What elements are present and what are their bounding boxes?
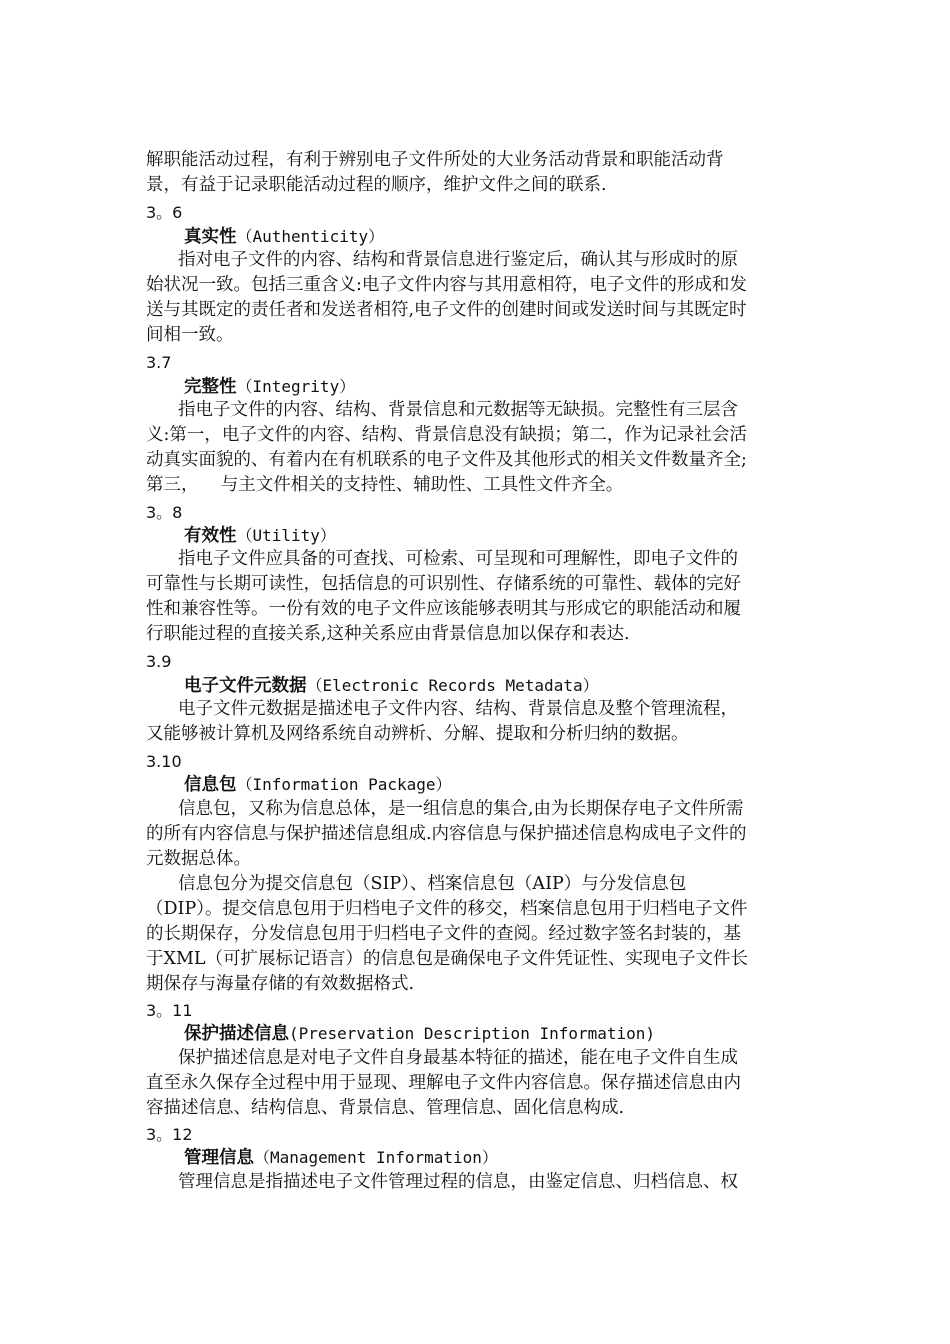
section-term	[184, 673, 856, 698]
body-line: 指电子文件的内容、结构、背景信息和元数据等无缺损。完整性有三层含	[178, 400, 738, 420]
body-line: 指对电子文件的内容、结构和背景信息进行鉴定后，确认其与形成时的原	[178, 250, 738, 270]
term-english: (Preservation Description Information)	[289, 1024, 656, 1043]
section-term	[184, 523, 856, 548]
section-number: 3。11	[146, 1001, 193, 1020]
term-english: （Information Package）	[236, 775, 452, 794]
section-number: 3.9	[146, 652, 172, 671]
body-line: 信息包分为提交信息包（SIP）、档案信息包（AIP）与分发信息包	[178, 874, 687, 894]
term-english: （Electronic Records Metadata）	[306, 676, 599, 695]
intro-line: 解职能活动过程，有利于辨别电子文件所处的大业务活动背景和职能活动背	[146, 150, 724, 170]
body-line: 保护描述信息是对电子文件自身最基本特征的描述，能在电子文件自生成	[178, 1048, 738, 1068]
section-number: 3。12	[146, 1125, 193, 1144]
body-line: 行职能过程的直接关系,这种关系应由背景信息加以保存和表达.	[146, 624, 630, 644]
section-term	[184, 1021, 856, 1046]
body-line: 直至永久保存全过程中用于显现、理解电子文件内容信息。保存描述信息由内	[146, 1073, 741, 1093]
body-line: 的长期保存，分发信息包用于归档电子文件的查阅。经过数字签名封装的，基	[146, 924, 741, 944]
term-english: （Utility）	[236, 526, 336, 545]
body-line: 动真实面貌的、有着内在有机联系的电子文件及其他形式的相关文件数量齐全;	[146, 450, 747, 470]
body-line: 管理信息是指描述电子文件管理过程的信息，由鉴定信息、归档信息、权	[178, 1172, 738, 1192]
term-chinese: 信息包	[184, 775, 237, 795]
section-number: 3.10	[146, 752, 182, 771]
term-english: （Integrity）	[236, 377, 356, 396]
body-line: 又能够被计算机及网络系统自动辨析、分解、提取和分析归纳的数据。	[146, 724, 689, 744]
section-number: 3。6	[146, 203, 183, 222]
term-chinese: 完整性	[184, 377, 237, 397]
term-chinese: 真实性	[184, 227, 237, 247]
body-line: 可靠性与长期可读性，包括信息的可识别性、存储系统的可靠性、载体的完好	[146, 574, 741, 594]
intro-line: 景，有益于记录职能活动过程的顺序，维护文件之间的联系.	[146, 175, 607, 195]
term-english: （Authenticity）	[236, 227, 385, 246]
body-line: 始状况一致。包括三重含义:电子文件内容与其用意相符，电子文件的形成和发	[146, 275, 747, 295]
body-line: 电子文件元数据是描述电子文件内容、结构、背景信息及整个管理流程，	[178, 699, 738, 719]
section-term	[184, 374, 856, 399]
section-term	[184, 772, 856, 797]
body-line: 容描述信息、结构信息、背景信息、管理信息、固化信息构成.	[146, 1098, 625, 1118]
body-line: 性和兼容性等。一份有效的电子文件应该能够表明其与形成它的职能活动和履	[146, 599, 741, 619]
section-number: 3。8	[146, 503, 183, 522]
body-line: 第三， 与主文件相关的支持性、辅助性、工具性文件齐全。	[146, 475, 624, 495]
term-chinese: 保护描述信息	[184, 1024, 289, 1044]
term-english: （Management Information）	[254, 1148, 498, 1167]
body-line: 于XML（可扩展标记语言）的信息包是确保电子文件凭证性、实现电子文件长	[146, 949, 748, 969]
body-line: 送与其既定的责任者和发送者相符,电子文件的创建时间或发送时间与其既定时	[146, 300, 747, 320]
term-chinese: 有效性	[184, 526, 237, 546]
body-line: 义:第一，电子文件的内容、结构、背景信息没有缺损；第二，作为记录社会活	[146, 425, 747, 445]
term-chinese: 电子文件元数据	[184, 676, 307, 696]
body-line: 元数据总体。	[146, 849, 251, 869]
body-line: 期保存与海量存储的有效数据格式.	[146, 974, 415, 994]
section-term	[184, 224, 856, 249]
section-number: 3.7	[146, 353, 172, 372]
section-term	[184, 1145, 856, 1170]
body-line: 的所有内容信息与保护描述信息组成.内容信息与保护描述信息构成电子文件的	[146, 824, 747, 844]
term-chinese: 管理信息	[184, 1148, 254, 1168]
body-line: （DIP）。提交信息包用于归档电子文件的移交，档案信息包用于归档电子文件	[146, 899, 748, 919]
body-line: 间相一致。	[146, 325, 234, 345]
body-line: 信息包，又称为信息总体，是一组信息的集合,由为长期保存电子文件所需	[178, 799, 744, 819]
body-line: 指电子文件应具备的可查找、可检索、可呈现和可理解性，即电子文件的	[178, 549, 738, 569]
